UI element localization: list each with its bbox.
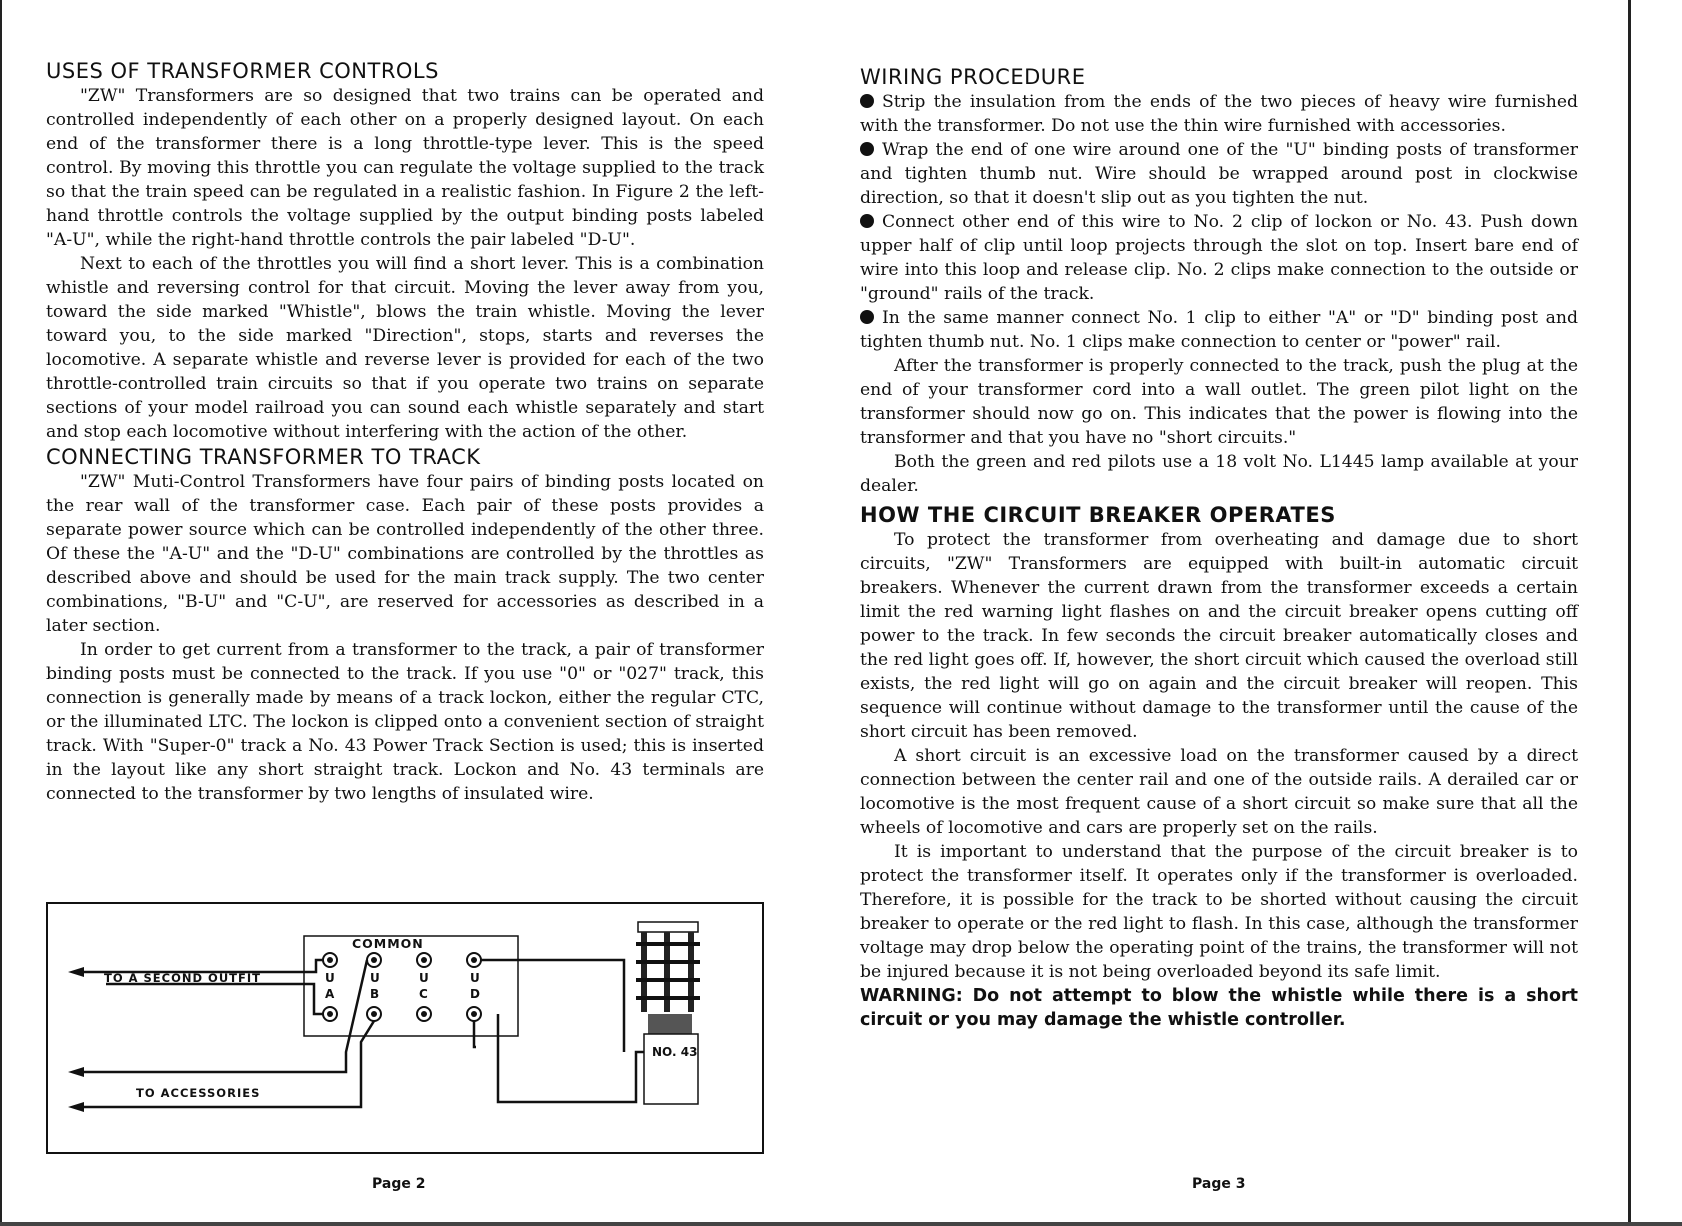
post-d-nut (471, 1011, 477, 1017)
post-label-u2: U (370, 971, 380, 985)
wire-track-u (481, 960, 624, 1052)
paragraph: After the transformer is properly connected to the track, push the plug at the end of your transformer cord into a wall outlet. The green pilot light on the transformer should now go on. This indicates that the power is flowing into the transformer and that you have no "short circuits." (860, 356, 1578, 448)
bullet-item (860, 138, 1578, 210)
accessories-label: TO ACCESSORIES (136, 1086, 261, 1100)
post-label-u3: U (419, 971, 429, 985)
binding-posts-bottom (323, 1007, 481, 1021)
binding-posts-top (323, 953, 481, 967)
paragraph: A short circuit is an excessive load on the transformer caused by a direct connection between the center rail and one of the outside rails. A derailed car or locomotive is the most frequent cause of a short circuit so make sure that all the wheels of locomotive and cars are properly set on the rails. (860, 746, 1578, 838)
arrow-second-outfit (68, 967, 84, 977)
post-c-nut (421, 1011, 427, 1017)
arrow-accessories-1 (68, 1067, 84, 1077)
warning-text: WARNING: Do not attempt to blow the whistle while there is a short circuit or you may damage the whistle controller. (860, 986, 1578, 1030)
paragraph: "ZW" Muti-Control Transformers have four pairs of binding posts located on the rear wall of the transformer case. Each pair of these posts provides a separate power source which can be controlled independently of the other three. Of these the "A-U" and the "D-U" combinations are controlled by the throttles as described above and should be used for the main track supply. The two center combinations, "B-U" and "C-U", are reserved for accessories as described in a later section. (46, 472, 764, 636)
wire-outfit-a (106, 984, 323, 1014)
post-u2-nut (371, 957, 377, 963)
left-page (46, 58, 764, 806)
bullet-text: Strip the insulation from the ends of the two pieces of heavy wire furnished with the transformer. Do not use the thin wire furnished with accessories. (860, 92, 1578, 136)
right-page (860, 64, 1578, 1032)
post-u4-nut (471, 957, 477, 963)
bullet-item (860, 90, 1578, 138)
paragraph: It is important to understand that the purpose of the circuit breaker is to protect the transformer itself. It operates only if the transformer is overloaded. Therefore, it is possible for the track to be shorted without causing the circuit breaker to operate or the red light to flash. In this case, although the transformer voltage may drop below the operating point of the trains, the transformer will not be injured because it is not being overloaded beyond its safe limit. (860, 842, 1578, 982)
post-label-c: C (419, 987, 428, 1001)
post-u1-nut (327, 957, 333, 963)
paragraph: Both the green and red pilots use a 18 volt No. L1445 lamp available at your dealer. (860, 452, 1578, 496)
tie-2 (636, 960, 700, 964)
scan-left-edge (0, 0, 2, 1226)
post-u3-nut (421, 957, 427, 963)
arrow-accessories-2 (68, 1102, 84, 1112)
bullet-text: In the same manner connect No. 1 clip to either "A" or "D" binding post and tighten thumb nut. No. 1 clips make connection to center or "power" rail. (860, 308, 1578, 352)
post-a-nut (327, 1011, 333, 1017)
bullet-icon (860, 310, 874, 324)
bullet-icon (860, 94, 874, 108)
page-number-right: Page 3 (1192, 1176, 1246, 1192)
second-outfit-label: TO A SECOND OUTFIT (104, 971, 261, 985)
transformer-panel (304, 936, 518, 1036)
page-number-left: Page 2 (372, 1176, 426, 1192)
bullet-item (860, 210, 1578, 306)
post-label-d: D (470, 987, 480, 1001)
tie-1 (636, 942, 700, 946)
track-end (638, 922, 698, 932)
bullet-text: Connect other end of this wire to No. 2 clip of lockon or No. 43. Push down upper half of clip until loop projects through the slot on top. Insert bare end of wire into this loop and release clip. No. 2 clips make connection to the outside or "ground" rails of the track. (860, 212, 1578, 304)
post-label-b: B (370, 987, 380, 1001)
wires-second-outfit (76, 960, 323, 1014)
bullet-icon (860, 214, 874, 228)
track-section (636, 922, 700, 1104)
post-label-a: A (325, 987, 335, 1001)
post-b-nut (371, 1011, 377, 1017)
post-label-u4: U (470, 971, 480, 985)
heading-connecting-transformer-to-track: CONNECTING TRANSFORMER TO TRACK (46, 445, 481, 469)
wiring-diagram (46, 902, 764, 1154)
paragraph: In order to get current from a transformer to the track, a pair of transformer binding posts must be connected to the track. If you use "0" or "027" track, this connection is generally made by means of a track lockon, either the regular CTC, or the illuminated LTC. The lockon is clipped onto a convenient section of straight track. With "Super-0" track a No. 43 Power Track Section is used; this is inserted in the layout like any short straight track. Lockon and No. 43 terminals are connected to the transformer by two lengths of insulated wire. (46, 640, 764, 804)
post-label-u1: U (325, 971, 335, 985)
track-label: NO. 43 (652, 1045, 698, 1059)
tie-4 (636, 996, 700, 1000)
common-label: COMMON (352, 936, 424, 951)
tie-3 (636, 978, 700, 982)
wiring-diagram-svg (46, 902, 764, 1154)
heading-wiring-procedure: WIRING PROCEDURE (860, 65, 1086, 89)
wire-track-d-stub (474, 1021, 476, 1047)
paragraph: To protect the transformer from overheating and damage due to short circuits, "ZW" Transformers are equipped with built-in automatic circuit breakers. Whenever the current drawn from the transformer exceeds a certain limit the red warning light flashes on and the circuit breaker opens cutting off power to the track. In few seconds the circuit breaker automatically closes and the red light goes off. If, however, the short circuit which caused the overload still exists, the red light will go on again and the circuit breaker will reopen. This sequence will continue without damage to the transformer until the cause of the short circuit has been removed. (860, 530, 1578, 742)
scan-bottom-edge (0, 1222, 1682, 1226)
scan-right-edge (1628, 0, 1631, 1226)
bullet-icon (860, 142, 874, 156)
bullet-text: Wrap the end of one wire around one of the "U" binding posts of transformer and tighten thumb nut. Wire should be wrapped around post in clockwise direction, so that it doesn't slip out as you tighten the nut. (860, 140, 1578, 208)
bullet-item (860, 306, 1578, 354)
paragraph: Next to each of the throttles you will find a short lever. This is a combination whistle and reversing control for that circuit. Moving the lever away from you, toward the side marked "Whistle", blows the train whistle. Moving the lever toward you, to the side marked "Direction", stops, starts and reverses the locomotive. A separate whistle and reverse lever is provided for each of the two throttle-controlled train circuits so that if you operate two trains on separate sections of your model railroad you can sound each whistle separately and start and stop each locomotive without interfering with the action of the other. (46, 254, 764, 442)
paragraph: "ZW" Transformers are so designed that two trains can be operated and controlled independently of each other on a properly designed layout. On each end of the transformer there is a long throttle-type lever. This is the speed control. By moving this throttle you can regulate the voltage supplied to the track so that the train speed can be regulated in a realistic fashion. In Figure 2 the left-hand throttle controls the voltage supplied by the output binding posts labeled "A-U", while the right-hand throttle controls the pair labeled "D-U". (46, 86, 764, 250)
heading-circuit-breaker: HOW THE CIRCUIT BREAKER OPERATES (860, 503, 1336, 527)
heading-uses-of-transformer-controls: USES OF TRANSFORMER CONTROLS (46, 59, 439, 83)
